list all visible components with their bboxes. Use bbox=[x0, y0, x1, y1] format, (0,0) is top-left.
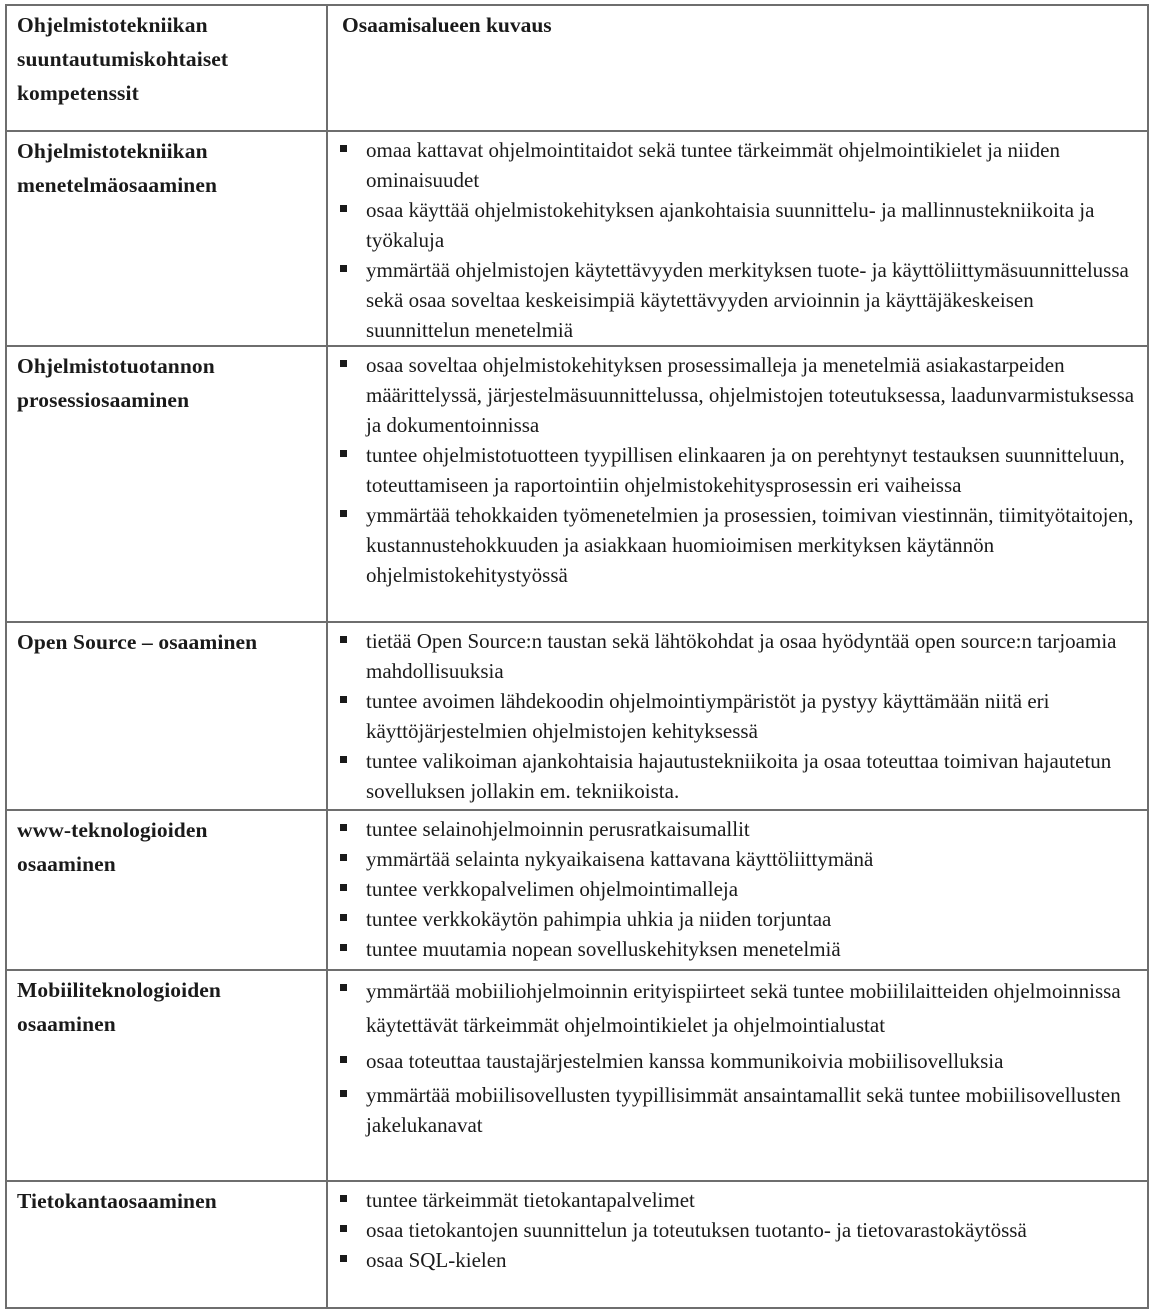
bullet-list bbox=[338, 350, 1139, 590]
row-description-cell bbox=[327, 131, 1148, 346]
table-row bbox=[6, 131, 1148, 346]
row-description-cell bbox=[327, 1181, 1148, 1308]
row-label-line: prosessiosaaminen bbox=[17, 388, 190, 412]
header-right-cell bbox=[327, 5, 1148, 131]
square-bullet-icon bbox=[340, 1195, 347, 1202]
list-item-text: tuntee verkkokäytön pahimpia uhkia ja niiden torjuntaa bbox=[366, 907, 832, 931]
list-item bbox=[338, 440, 1139, 500]
row-label-line: Mobiiliteknologioiden bbox=[17, 978, 221, 1002]
square-bullet-icon bbox=[340, 1090, 347, 1097]
list-item bbox=[338, 255, 1139, 345]
list-item-text: osaa käyttää ohjelmistokehityksen ajankohtaisia suunnittelu- ja mallinnustekniikoita ja työkaluja bbox=[366, 198, 1095, 252]
list-item bbox=[338, 686, 1139, 746]
list-item bbox=[338, 195, 1139, 255]
row-label-line: Ohjelmistotuotannon bbox=[17, 354, 215, 378]
row-description-cell bbox=[327, 622, 1148, 810]
table-row bbox=[6, 810, 1148, 970]
row-label-line: Ohjelmistotekniikan bbox=[17, 139, 208, 163]
square-bullet-icon bbox=[340, 265, 347, 272]
row-label-cell bbox=[6, 970, 327, 1181]
list-item bbox=[338, 626, 1139, 686]
header-left-line: suuntautumiskohtaiset bbox=[17, 47, 229, 71]
list-item bbox=[338, 135, 1139, 195]
list-item-text: ymmärtää mobiiliohjelmoinnin erityispiirteet sekä tuntee mobiililaitteiden ohjelmoinnissa käytettävät tärkeimmät ohjelmointikielet ja ohjelmointialustat bbox=[366, 979, 1121, 1037]
list-item-text: osaa toteuttaa taustajärjestelmien kanssa kommunikoivia mobiilisovelluksia bbox=[366, 1049, 1004, 1073]
table-row bbox=[6, 346, 1148, 622]
list-item-text: ymmärtää tehokkaiden työmenetelmien ja prosessien, toimivan viestinnän, tiimityötaitojen, kustannustehokkuuden ja asiakkaan huomioimisen merkityksen käytännön ohjelmistokehitystyössä bbox=[366, 503, 1134, 587]
square-bullet-icon bbox=[340, 1255, 347, 1262]
square-bullet-icon bbox=[340, 854, 347, 861]
bullet-list bbox=[338, 626, 1139, 806]
square-bullet-icon bbox=[340, 1225, 347, 1232]
header-right-text: Osaamisalueen kuvaus bbox=[342, 13, 552, 37]
list-item-text: tuntee muutamia nopean sovelluskehityksen menetelmiä bbox=[366, 937, 841, 961]
list-item bbox=[338, 844, 1139, 874]
list-item-text: tuntee verkkopalvelimen ohjelmointimalleja bbox=[366, 877, 739, 901]
row-label-cell bbox=[6, 131, 327, 346]
list-item-text: ymmärtää mobiilisovellusten tyypillisimmät ansaintamallit sekä tuntee mobiilisovellusten jakelukanavat bbox=[366, 1083, 1121, 1137]
row-description-cell bbox=[327, 810, 1148, 970]
list-item-text: tuntee valikoiman ajankohtaisia hajautustekniikoita ja osaa toteuttaa toimivan hajautetun sovelluksen jollakin em. tekniikoista. bbox=[366, 749, 1112, 803]
row-label-line: menetelmäosaaminen bbox=[17, 173, 218, 197]
list-item-text: omaa kattavat ohjelmointitaidot sekä tuntee tärkeimmät ohjelmointikielet ja niiden ominaisuudet bbox=[366, 138, 1060, 192]
list-item bbox=[338, 904, 1139, 934]
list-item-text: tuntee selainohjelmoinnin perusratkaisumallit bbox=[366, 817, 750, 841]
row-description-cell bbox=[327, 346, 1148, 622]
square-bullet-icon bbox=[340, 510, 347, 517]
list-item bbox=[338, 934, 1139, 964]
row-description-cell bbox=[327, 970, 1148, 1181]
table-header-row bbox=[6, 5, 1148, 131]
list-item-text: ymmärtää ohjelmistojen käytettävyyden merkityksen tuote- ja käyttöliittymäsuunnittelussa sekä osaa soveltaa keskeisimpiä käytettävyyden arvioinnin ja käyttäjäkeskeisen suunnittelun menetelmiä bbox=[366, 258, 1129, 342]
list-item-text: ymmärtää selainta nykyaikaisena kattavana käyttöliittymänä bbox=[366, 847, 874, 871]
square-bullet-icon bbox=[340, 205, 347, 212]
list-item-text: osaa tietokantojen suunnittelun ja toteutuksen tuotanto- ja tietovarastokäytössä bbox=[366, 1218, 1027, 1242]
list-item bbox=[338, 814, 1139, 844]
header-left-line: kompetenssit bbox=[17, 81, 139, 105]
square-bullet-icon bbox=[340, 696, 347, 703]
row-label-line: Tietokantaosaaminen bbox=[17, 1189, 217, 1213]
table-row bbox=[6, 970, 1148, 1181]
list-item bbox=[338, 746, 1139, 806]
square-bullet-icon bbox=[340, 914, 347, 921]
list-item bbox=[338, 350, 1139, 440]
row-label-line: osaaminen bbox=[17, 1012, 116, 1036]
list-item-text: tuntee tärkeimmät tietokantapalvelimet bbox=[366, 1188, 695, 1212]
list-item bbox=[338, 1215, 1139, 1245]
square-bullet-icon bbox=[340, 636, 347, 643]
list-item bbox=[338, 874, 1139, 904]
list-item-text: osaa soveltaa ohjelmistokehityksen prosessimalleja ja menetelmiä asiakastarpeiden määrittelyssä, järjestelmäsuunnittelussa, ohjelmistojen toteutuksessa, laadunvarmistuksessa ja dokumentoinnissa bbox=[366, 353, 1135, 437]
square-bullet-icon bbox=[340, 756, 347, 763]
list-item bbox=[338, 1185, 1139, 1215]
square-bullet-icon bbox=[340, 824, 347, 831]
row-label-line: osaaminen bbox=[17, 852, 116, 876]
table-row bbox=[6, 622, 1148, 810]
list-item-text: osaa SQL-kielen bbox=[366, 1248, 507, 1272]
list-item-text: tuntee ohjelmistotuotteen tyypillisen elinkaaren ja on perehtynyt testauksen suunnitteluun, toteuttamiseen ja raportointiin ohjelmistokehitysprosessin eri vaiheissa bbox=[366, 443, 1125, 497]
list-item-text: tietää Open Source:n taustan sekä lähtökohdat ja osaa hyödyntää open source:n tarjoamia mahdollisuuksia bbox=[366, 629, 1117, 683]
list-item bbox=[338, 1046, 1139, 1076]
row-label-line: Open Source – osaaminen bbox=[17, 630, 258, 654]
square-bullet-icon bbox=[340, 450, 347, 457]
list-item bbox=[338, 1080, 1139, 1140]
square-bullet-icon bbox=[340, 984, 347, 991]
row-label-cell bbox=[6, 810, 327, 970]
list-item bbox=[338, 1245, 1139, 1275]
square-bullet-icon bbox=[340, 884, 347, 891]
square-bullet-icon bbox=[340, 145, 347, 152]
row-label-cell bbox=[6, 346, 327, 622]
square-bullet-icon bbox=[340, 944, 347, 951]
bullet-list bbox=[338, 814, 1139, 964]
bullet-list bbox=[338, 135, 1139, 345]
list-item-text: tuntee avoimen lähdekoodin ohjelmointiympäristöt ja pystyy käyttämään niitä eri käyttöjärjestelmien ohjelmistojen kehityksessä bbox=[366, 689, 1050, 743]
row-label-cell bbox=[6, 1181, 327, 1308]
header-left-line: Ohjelmistotekniikan bbox=[17, 13, 208, 37]
row-label-line: www-teknologioiden bbox=[17, 818, 208, 842]
list-item bbox=[338, 974, 1139, 1042]
bullet-list bbox=[338, 974, 1139, 1140]
table-row bbox=[6, 1181, 1148, 1308]
list-item bbox=[338, 500, 1139, 590]
bullet-list bbox=[338, 1185, 1139, 1275]
square-bullet-icon bbox=[340, 1056, 347, 1063]
square-bullet-icon bbox=[340, 360, 347, 367]
row-label-cell bbox=[6, 622, 327, 810]
competence-table bbox=[5, 4, 1149, 1309]
header-left-cell bbox=[6, 5, 327, 131]
